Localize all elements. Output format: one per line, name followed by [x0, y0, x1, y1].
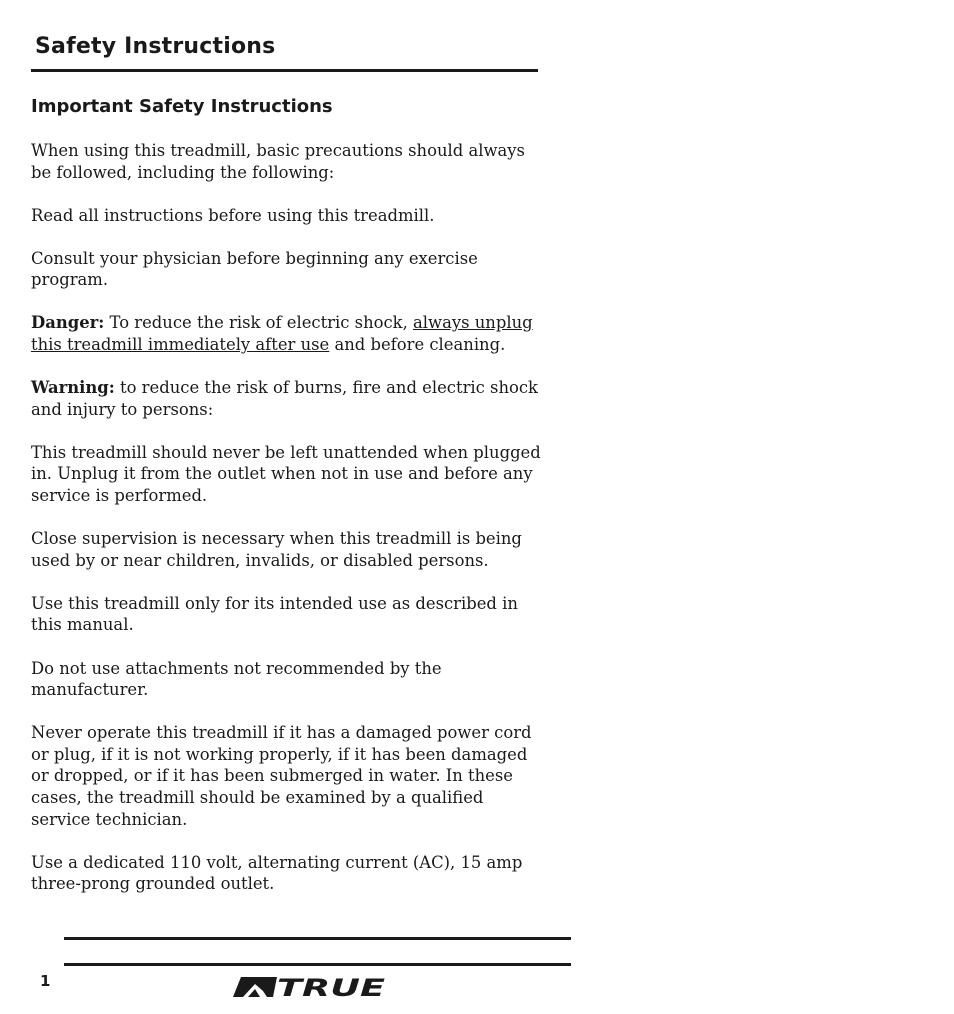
footer-divider-top: [64, 937, 571, 940]
page-number: 1: [40, 972, 51, 990]
supervision-paragraph: Close supervision is necessary when this treadmill is being used by or near children, invalids, or disabled persons.: [31, 529, 522, 570]
danger-label: Danger:: [31, 313, 105, 333]
unattended-paragraph: This treadmill should never be left unattended when plugged in. Unplug it from the outlet when not in use and before any service is performed.: [31, 442, 541, 506]
intro-paragraph: When using this treadmill, basic precautions should always be followed, including the following:: [31, 141, 525, 182]
safety-instructions-body: [31, 140, 541, 916]
danger-underlined-text: always unplug this treadmill immediately after use: [31, 313, 533, 355]
danger-text-before: To reduce the risk of electric shock,: [104, 313, 414, 333]
consult-physician-paragraph: Consult your physician before beginning any exercise program.: [31, 248, 478, 290]
section-heading: Important Safety Instructions: [31, 96, 333, 117]
warning-paragraph: [31, 377, 541, 420]
danger-paragraph: [31, 312, 541, 355]
outlet-paragraph: Use a dedicated 110 volt, alternating current (AC), 15 amp three-prong grounded outlet.: [31, 852, 523, 894]
warning-label: Warning:: [31, 378, 115, 398]
brand-logo: [233, 975, 389, 999]
danger-text-after: and before cleaning.: [329, 335, 506, 355]
warning-text: to reduce the risk of burns, fire and electric shock and injury to persons:: [31, 378, 538, 419]
page-title: Safety Instructions: [35, 34, 276, 59]
intended-use-paragraph: Use this treadmill only for its intended use as described in this manual.: [31, 593, 518, 635]
read-instructions-paragraph: Read all instructions before using this treadmill.: [31, 205, 435, 225]
brand-logo-text: TRUE: [277, 975, 386, 999]
attachments-paragraph: Do not use attachments not recommended by the manufacturer.: [31, 658, 442, 700]
footer-divider-bottom: [64, 963, 571, 966]
damaged-equipment-paragraph: Never operate this treadmill if it has a damaged power cord or plug, if it is not working properly, if it has been damaged or dropped, or if it has been submerged in water. In these cases, the treadmill should be examined by a qualified service technician.: [31, 723, 532, 829]
title-divider: [31, 69, 538, 72]
